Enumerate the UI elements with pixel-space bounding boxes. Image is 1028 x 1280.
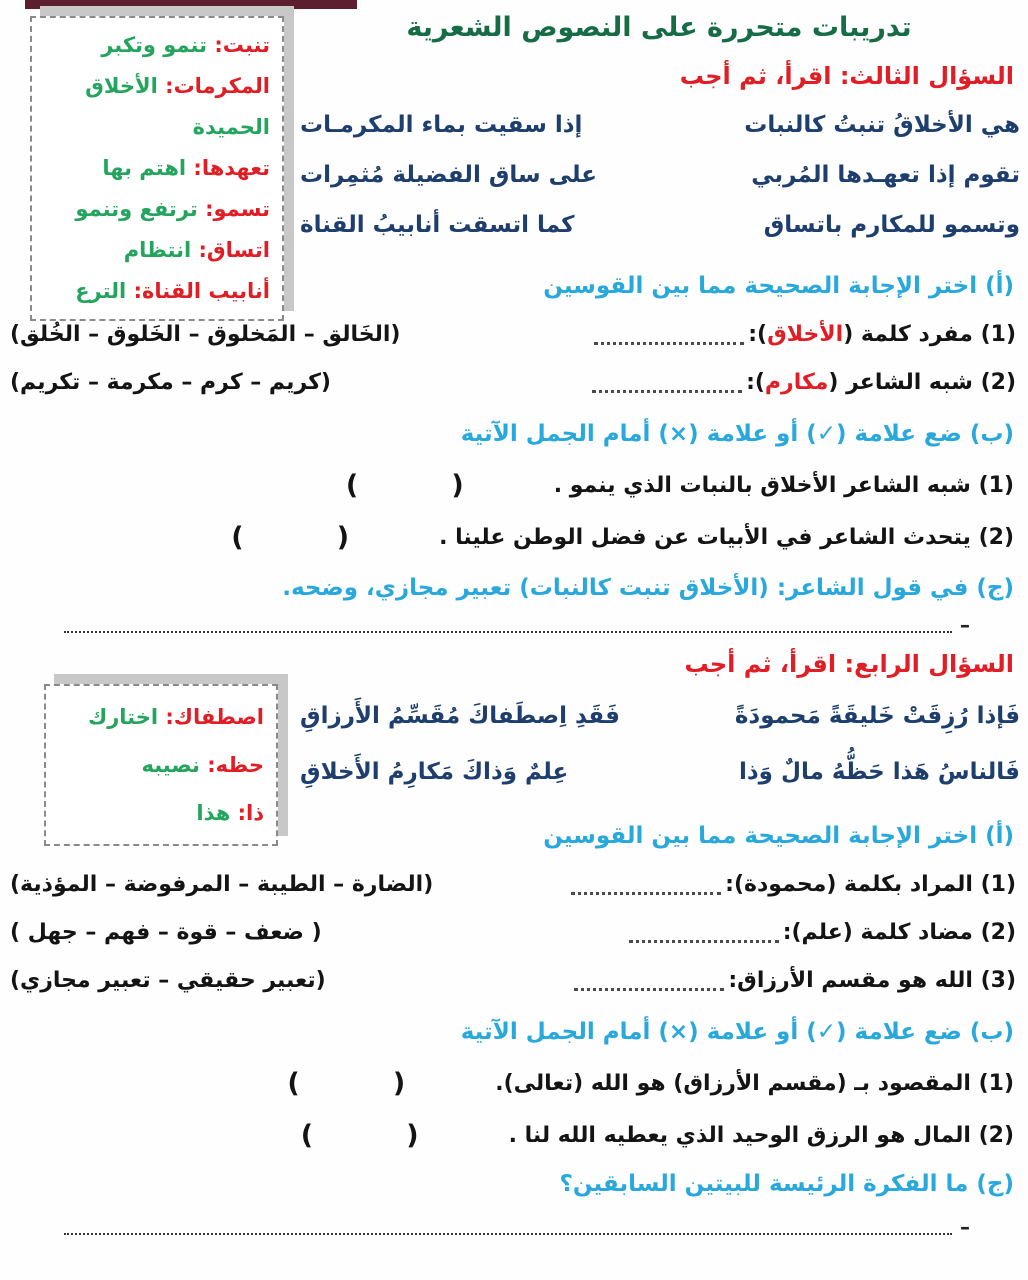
q3-part-a-header: (أ) اختر الإجابة الصحيحة مما بين القوسين (543, 273, 1014, 299)
answer-blank[interactable] (594, 326, 744, 345)
tf-statement: (2) يتحدث الشاعر في الأبيات عن فضل الوطن علينا . (439, 524, 1014, 550)
page-title: تدريبات متحررة على النصوص الشعرية (406, 12, 912, 43)
vocab-entry: تعهدها: اهتم بها (102, 156, 270, 180)
mcq-options[interactable]: (الخَالق – المَخلوق – الخَلوق – الخُلق) (10, 321, 401, 347)
hemistich-left: كما اتسقت أنابيبُ القناة (300, 212, 575, 238)
question4-header: السؤال الرابع: اقرأ، ثم أجب (684, 650, 1014, 678)
hemistich-right: هي الأخلاقُ تنبتُ كالنبات (744, 112, 1020, 138)
top-maroon-bar (25, 0, 357, 9)
answer-dash: – (960, 1215, 970, 1239)
mcq-question: (1) المراد بكلمة (محمودة): (725, 871, 1016, 897)
hemistich-right: فَالناسُ هَذا حَظُّهُ مالٌ وَذا (739, 759, 1020, 785)
vocab-entry: أنابيب القناة: الترع (75, 279, 270, 303)
mcq-options[interactable]: (كريم – كرم – مكرمة – تكريم) (10, 369, 331, 395)
q3-mcq-2 (0, 362, 1028, 402)
poem-verse (300, 150, 1020, 200)
keyword: مكارم (764, 369, 829, 395)
tf-statement: (1) شبه الشاعر الأخلاق بالنبات الذي ينمو . (553, 472, 1014, 498)
q4-mcq-1 (0, 864, 1028, 904)
vocab-entry: ذا: هذا (196, 801, 264, 825)
hemistich-left: فَقَدِ اِصطَفاكَ مُقَسِّمُ الأَرزاقِ (300, 703, 620, 729)
answer-brackets[interactable]: ( ) (287, 1067, 408, 1099)
vocab-entry: المكرمات: الأخلاق الحميدة (85, 74, 270, 139)
poem-q3 (300, 100, 1020, 250)
mcq-question: (2) مضاد كلمة (علم): (782, 919, 1016, 945)
hemistich-left: على ساق الفضيلة مُثمِرات (300, 162, 598, 188)
vocab-entry: تسمو: ترتفع وتنمو (75, 197, 270, 221)
tf-statement: (1) المقصود بـ (مقسم الأرزاق) هو الله (تعالى). (495, 1070, 1014, 1096)
answer-line[interactable] (64, 618, 952, 633)
q4-mcq-2 (0, 912, 1028, 952)
mcq-options[interactable]: ( ضعف – قوة – فهم – جهل ) (10, 919, 322, 945)
question3-header: السؤال الثالث: اقرأ، ثم أجب (679, 62, 1014, 90)
mcq-question: (2) شبه الشاعر (مكارم): (746, 369, 1016, 395)
vocab-entry: حظه: نصيبه (141, 753, 264, 777)
mcq-question: (3) الله هو مقسم الأرزاق: (728, 967, 1016, 993)
hemistich-left: عِلمٌ وَذاكَ مَكارِمُ الأَخلاقِ (300, 759, 569, 785)
answer-blank[interactable] (574, 972, 724, 991)
q4-mcq-3 (0, 960, 1028, 1000)
tf-statement: (2) المال هو الرزق الوحيد الذي يعطيه الله لنا . (508, 1122, 1014, 1148)
answer-blank[interactable] (571, 876, 721, 895)
hemistich-right: فَإذا رُزِقَتْ خَليقَةً مَحمودَةً (734, 703, 1020, 729)
answer-blank[interactable] (592, 374, 742, 393)
answer-line[interactable] (64, 1220, 952, 1235)
q3-answer-line (64, 613, 970, 642)
vocab-box-q4 (44, 684, 278, 846)
q3-part-b-header: (ب) ضع علامة (✓) أو علامة (×) أمام الجمل الآتية (460, 421, 1014, 447)
poem-q4 (300, 688, 1020, 800)
answer-brackets[interactable]: ( ) (345, 469, 466, 501)
hemistich-right: تقوم إذا تعهـدها المُربي (751, 162, 1020, 188)
poem-verse (300, 100, 1020, 150)
q4-tf-2 (0, 1114, 1028, 1156)
vocab-box-q3 (30, 16, 284, 321)
poem-verse (300, 688, 1020, 744)
answer-brackets[interactable]: ( ) (231, 521, 352, 553)
q3-tf-1 (0, 464, 1028, 506)
mcq-options[interactable]: (الضارة – الطيبة – المرفوضة – المؤذية) (10, 871, 434, 897)
vocab-entry: اصطفاك: اختارك (87, 705, 264, 729)
q4-part-c-header: (ج) ما الفكرة الرئيسة للبيتين السابقين؟ (559, 1171, 1014, 1197)
mcq-question: (1) مفرد كلمة (الأخلاق): (748, 321, 1016, 347)
poem-verse (300, 744, 1020, 800)
keyword: الأخلاق (767, 321, 844, 347)
answer-dash: – (960, 613, 970, 637)
q4-part-b-header: (ب) ضع علامة (✓) أو علامة (×) أمام الجمل الآتية (460, 1019, 1014, 1045)
q3-part-c-header: (ج) في قول الشاعر: (الأخلاق تنبت كالنبات) تعبير مجازي، وضحه. (282, 575, 1014, 601)
vocab-entry: اتساق: انتظام (123, 238, 270, 262)
answer-blank[interactable] (629, 924, 779, 943)
hemistich-right: وتسمو للمكارم باتساق (763, 212, 1020, 238)
q4-answer-line (64, 1215, 970, 1244)
poem-verse (300, 200, 1020, 250)
q3-tf-2 (0, 516, 1028, 558)
vocab-entry: تنبت: تنمو وتكبر (101, 33, 270, 57)
answer-brackets[interactable]: ( ) (300, 1119, 421, 1151)
hemistich-left: إذا سقيت بماء المكرمـات (300, 112, 583, 138)
q4-tf-1 (0, 1062, 1028, 1104)
mcq-options[interactable]: (تعبير حقيقي – تعبير مجازي) (10, 967, 326, 993)
q4-part-a-header: (أ) اختر الإجابة الصحيحة مما بين القوسين (543, 823, 1014, 849)
